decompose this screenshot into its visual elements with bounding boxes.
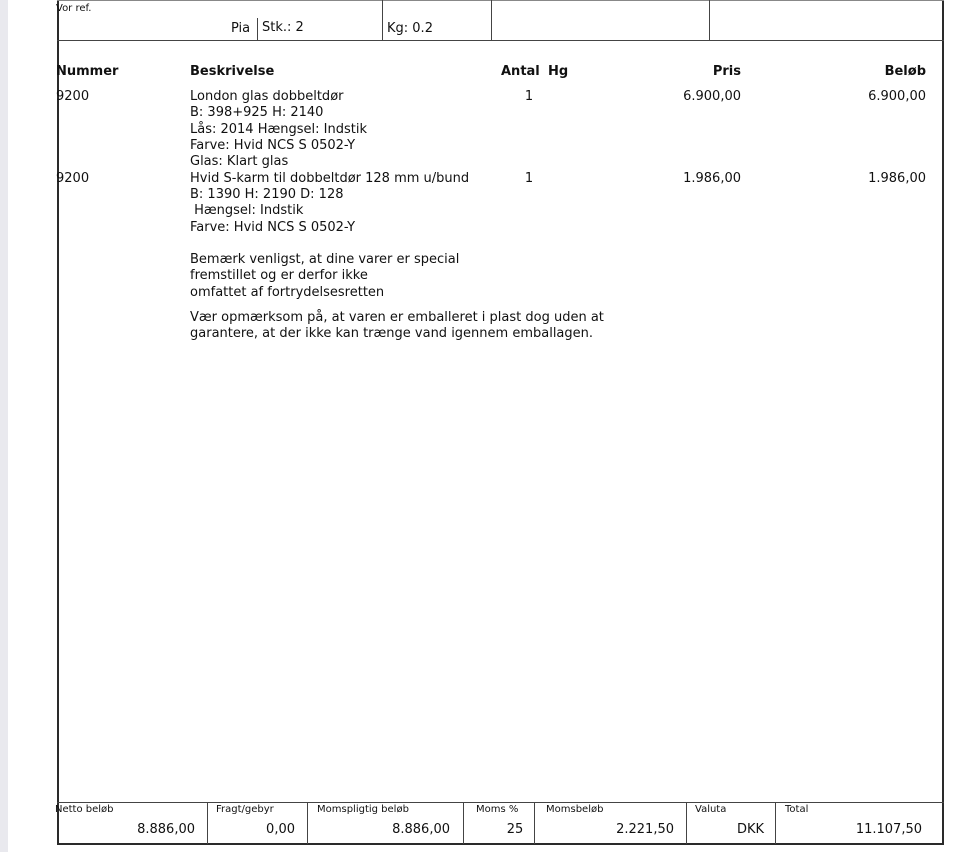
totals-top-divider	[57, 802, 944, 803]
ref-divider-1	[257, 18, 258, 40]
item-desc-line: B: 1390 H: 2190 D: 128	[190, 187, 344, 202]
item-belob: 6.900,00	[868, 89, 926, 104]
fragt-value: 0,00	[266, 822, 295, 837]
momspligtig-label: Momspligtig beløb	[317, 804, 409, 815]
item-antal: 1	[524, 171, 534, 186]
item-desc-line: Glas: Klart glas	[190, 154, 289, 169]
valuta-value: DKK	[736, 822, 764, 837]
header-hg: Hg	[548, 64, 569, 79]
totals-divider	[207, 802, 208, 844]
item-pris: 6.900,00	[683, 89, 741, 104]
ref-stk: Stk.: 2	[262, 20, 304, 35]
item-antal: 1	[524, 89, 534, 104]
header-pris: Pris	[712, 64, 741, 79]
note-line: Vær opmærksom på, at varen er emballeret i plast dog uden at	[190, 310, 604, 325]
totals-divider	[534, 802, 535, 844]
momsbelob-label: Momsbeløb	[546, 804, 604, 815]
invoice-page	[8, 0, 960, 852]
total-label: Total	[785, 804, 809, 815]
moms-pct-label: Moms %	[476, 804, 519, 815]
item-desc-line: Farve: Hvid NCS S 0502-Y	[190, 220, 356, 235]
item-desc-line: Hængsel: Indstik	[190, 203, 304, 218]
fragt-label: Fragt/gebyr	[216, 804, 274, 815]
note-line: omfattet af fortrydelsesretten	[190, 285, 385, 300]
header-belob: Beløb	[884, 64, 926, 79]
header-antal: Antal	[501, 64, 540, 79]
ref-divider-3	[491, 0, 492, 40]
top-border	[57, 0, 944, 1]
note-line: Bemærk venligst, at dine varer er special	[190, 252, 460, 267]
note-line: fremstillet og er derfor ikke	[190, 268, 368, 283]
ref-name: Pia	[231, 21, 251, 36]
ref-divider-2	[382, 0, 383, 40]
item-desc-line: B: 398+925 H: 2140	[190, 105, 324, 120]
totals-divider	[463, 802, 464, 844]
item-belob: 1.986,00	[868, 171, 926, 186]
header-nummer: Nummer	[56, 64, 119, 79]
netto-label: Netto beløb	[55, 804, 114, 815]
ref-kg: Kg: 0.2	[387, 21, 433, 36]
header-beskrivelse: Beskrivelse	[190, 64, 275, 79]
ref-divider-4	[709, 0, 710, 40]
totals-divider	[775, 802, 776, 844]
item-pris: 1.986,00	[683, 171, 741, 186]
moms-pct-value: 25	[506, 822, 524, 837]
netto-value: 8.886,00	[137, 822, 195, 837]
item-desc-line: London glas dobbeltdør	[190, 89, 344, 104]
momspligtig-value: 8.886,00	[392, 822, 450, 837]
item-desc-line: Hvid S-karm til dobbeltdør 128 mm u/bund	[190, 171, 470, 186]
momsbelob-value: 2.221,50	[616, 822, 674, 837]
item-nummer: 9200	[56, 89, 90, 104]
item-desc-line: Farve: Hvid NCS S 0502-Y	[190, 138, 356, 153]
item-nummer: 9200	[56, 171, 90, 186]
ref-label: Vor ref.	[56, 3, 92, 14]
note-line: garantere, at der ikke kan trænge vand igennem emballagen.	[190, 326, 594, 341]
item-desc-line: Lås: 2014 Hængsel: Indstik	[190, 122, 367, 137]
totals-divider	[686, 802, 687, 844]
total-value: 11.107,50	[855, 822, 922, 837]
valuta-label: Valuta	[695, 804, 727, 815]
ref-bottom-divider	[57, 40, 944, 41]
totals-divider	[307, 802, 308, 844]
